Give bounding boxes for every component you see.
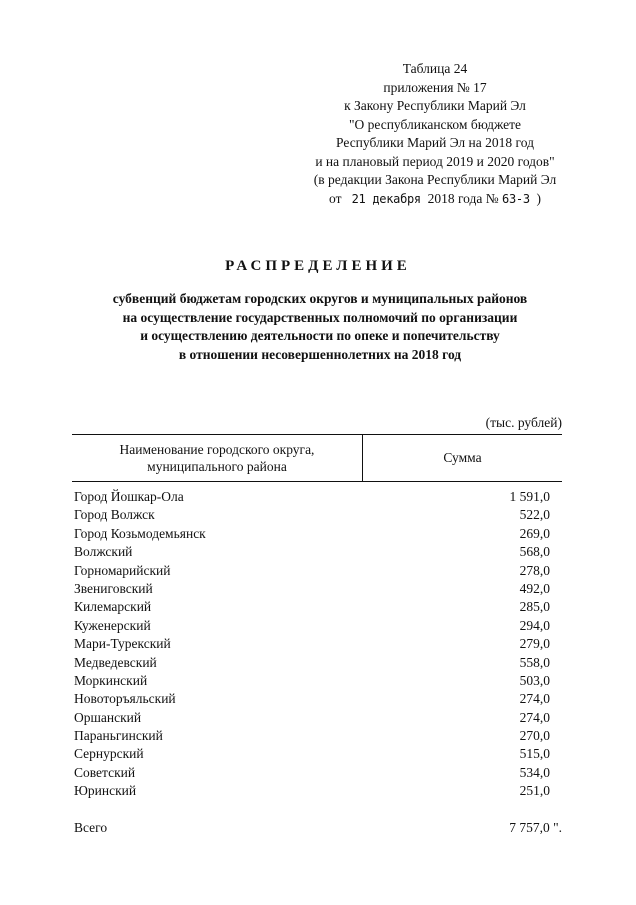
total-row	[74, 820, 562, 836]
row-name: Медведевский	[74, 654, 157, 670]
table-row	[74, 764, 550, 782]
row-name: Юринский	[74, 783, 137, 799]
subtitle-line: на осуществление государственных полномочий по организации	[122, 309, 518, 325]
row-name: Килемарский	[74, 599, 152, 615]
units-label: (тыс. рублей)	[485, 415, 562, 430]
row-sum: 515,0	[519, 746, 550, 762]
row-name: Новоторъяльский	[74, 691, 176, 707]
table-row	[74, 635, 550, 653]
table-row	[74, 488, 550, 506]
row-sum: 274,0	[519, 691, 550, 707]
row-sum: 1 591,0	[509, 489, 550, 504]
table-row	[74, 506, 550, 524]
table-row	[74, 598, 550, 616]
total-sum: 7 757,0 ".	[509, 820, 562, 835]
header-line: к Закону Республики Марий Эл	[344, 98, 526, 113]
row-name: Город Козьмодемьянск	[74, 525, 206, 541]
row-sum: 279,0	[519, 636, 550, 652]
table-row	[74, 709, 550, 727]
row-name: Город Волжск	[74, 507, 155, 523]
table-header	[72, 434, 562, 482]
row-sum: 270,0	[519, 728, 550, 744]
document-title: РАСПРЕДЕЛЕНИЕ	[225, 258, 411, 274]
row-sum: 278,0	[519, 562, 550, 578]
row-sum: 294,0	[519, 617, 550, 633]
stamp-number: 63-З	[502, 191, 530, 206]
header-date-mid: 2018 года №	[427, 190, 499, 206]
column-header-name	[72, 435, 363, 481]
table-row	[74, 672, 550, 690]
row-name: Моркинский	[74, 672, 148, 688]
header-date-suffix: )	[536, 190, 541, 206]
row-sum: 568,0	[519, 544, 550, 560]
header-line: "О республиканском бюджете	[348, 116, 521, 132]
row-name: Сернурский	[74, 746, 144, 762]
row-sum: 522,0	[519, 507, 550, 523]
table-row	[74, 525, 550, 543]
header-line: и на плановый период 2019 и 2020 годов"	[315, 153, 555, 169]
row-name: Волжский	[74, 544, 133, 560]
row-name: Оршанский	[74, 709, 142, 725]
subtitle-line: субвенций бюджетам городских округов и муниципальных районов	[112, 291, 528, 306]
row-sum: 274,0	[519, 709, 550, 725]
column-header-name-line2: муниципального района	[147, 459, 287, 474]
total-label: Всего	[74, 820, 108, 835]
row-name: Советский	[74, 764, 136, 780]
row-name: Город Йошкар-Ола	[74, 489, 184, 504]
table-row	[74, 782, 550, 800]
row-name: Звениговский	[74, 580, 153, 596]
table-row	[74, 745, 550, 763]
row-name: Горномарийский	[74, 562, 171, 578]
table-row	[74, 727, 550, 745]
column-header-name-line1: Наименование городского округа,	[119, 442, 315, 457]
row-sum: 285,0	[519, 599, 550, 615]
header-line: Таблица 24	[402, 61, 468, 76]
table-row	[74, 580, 550, 598]
row-sum: 503,0	[519, 672, 550, 688]
subtitle-line: и осуществлению деятельности по опеке и попечительству	[140, 328, 500, 343]
column-header-sum: Сумма	[443, 450, 482, 465]
row-name: Мари-Турекский	[74, 636, 171, 652]
row-name: Параньгинский	[74, 728, 163, 744]
table-row	[74, 617, 550, 635]
subtitle-line: в отношении несовершеннолетних на 2018 год	[178, 346, 462, 362]
document-header	[290, 60, 580, 208]
table-row	[74, 562, 550, 580]
row-sum: 534,0	[519, 764, 550, 780]
header-line: Республики Марий Эл на 2018 год	[336, 135, 534, 150]
header-line: (в редакции Закона Республики Марий Эл	[313, 172, 557, 187]
header-date-prefix: от	[329, 190, 342, 206]
row-sum: 558,0	[519, 654, 550, 670]
document-subtitle	[60, 290, 580, 364]
row-sum: 251,0	[519, 783, 550, 799]
table-row	[74, 690, 550, 708]
header-date-line	[290, 190, 580, 209]
row-sum: 269,0	[519, 525, 550, 541]
table-row	[74, 543, 550, 561]
table-body	[74, 488, 550, 801]
stamp-date: 21 декабря	[351, 191, 421, 206]
header-line: приложения № 17	[383, 79, 487, 95]
row-sum: 492,0	[519, 580, 550, 596]
row-name: Куженерский	[74, 617, 151, 633]
table-row	[74, 654, 550, 672]
